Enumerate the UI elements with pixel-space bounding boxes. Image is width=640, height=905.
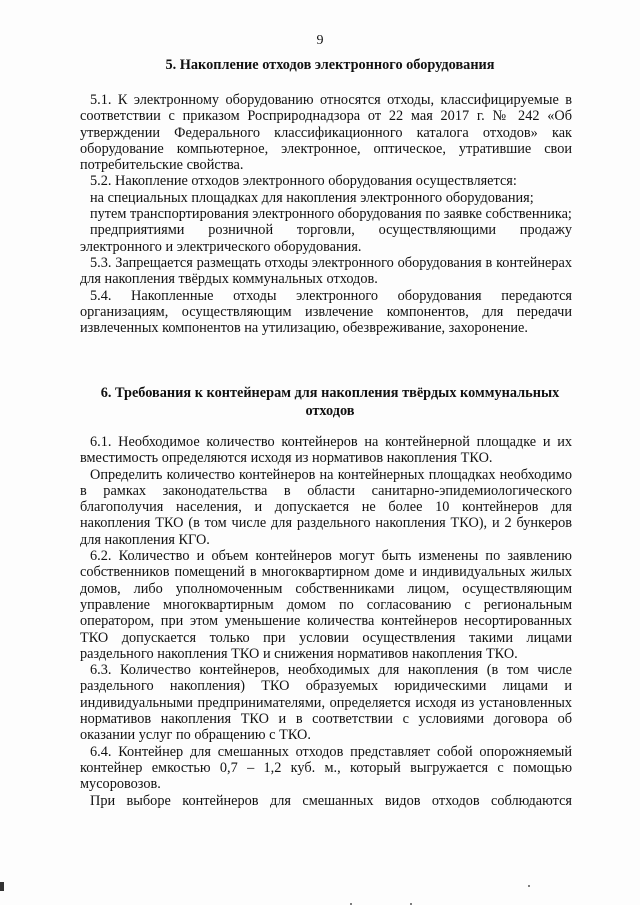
paragraph-6-1-detail: Определить количество контейнеров на контейнерных площадках необходимо в рамках законодательства в области санитарно-эпидемиологического благополучия населения, и допускается не более 10 контейнеров для накопления ТКО (в том числе для раздельного накопления ТКО), и 2 бункеров для накопления КГО. [80,466,572,548]
section-6-title [80,384,580,420]
section-6-body [80,434,572,809]
page-number: 9 [316,33,324,48]
paragraph-6-3: 6.3. Количество контейнеров, необходимых для накопления (в том числе раздельного накопления) ТКО образуемых юридическими лицами и индивидуальными предпринимателями, определяется исходя из установленных нормативов накопления ТКО и в соответствии с условиями договора об оказании услуг по обращению с ТКО. [80,662,572,744]
list-item-special-sites: на специальных площадках для накопления электронного оборудования; [90,189,534,206]
section-6-title-line-1: 6. Требования к контейнерам для накопления твёрдых коммунальных [100,385,560,401]
paragraph-6-1: 6.1. Необходимое количество контейнеров на контейнерной площадке и их вместимость определяются исходя из нормативов накопления ТКО. [80,434,572,467]
paragraph-6-4-continued: При выборе контейнеров для смешанных видов отходов соблюдаются [90,792,572,809]
section-5-body [80,92,572,336]
paragraph-6-4: 6.4. Контейнер для смешанных отходов представляет собой опорожняемый контейнер емкостью 0,7 – 1,2 куб. м., который выгружается с помощью мусоровозов. [80,743,572,793]
paragraph-5-4: 5.4. Накопленные отходы электронного оборудования передаются организациям, осуществляющим извлечение компонентов, для передачи извлеченных компонентов на утилизацию, обезвреживание, захоронение. [80,287,572,337]
paragraph-5-3: 5.3. Запрещается размещать отходы электронного оборудования в контейнерах для накопления твёрдых коммунальных отходов. [80,254,572,288]
paragraph-6-2: 6.2. Количество и объем контейнеров могут быть изменены по заявлению собственников помещений в многоквартирном доме и индивидуальных жилых домов, либо уполномоченным собственниками лицом, осуществляющим управление многоквартирным домом по согласованию с региональным оператором, при этом уменьшение количества контейнеров несортированных ТКО допускается только при условии осуществления такими лицами раздельного накопления ТКО и снижения нормативов накопления ТКО. [80,548,572,662]
paragraph-5-2: 5.2. Накопление отходов электронного оборудования осуществляется: [90,173,517,190]
scan-speck [528,885,530,887]
section-6-title-line-2: отходов [305,403,355,419]
list-item-retail: предприятиями розничной торговли, осуществляющими продажу электронного и электрического оборудования. [80,222,572,255]
paragraph-5-1: 5.1. К электронному оборудованию относятся отходы, классифицируемые в соответствии с приказом Росприроднадзора от 22 мая 2017 г. № 242 «Об утверждении Федерального классификационного каталога отходов» как оборудование компьютерное, электронное, оптическое, утратившие свои потребительские свойства. [80,92,572,174]
scan-edge-mark [0,882,4,891]
list-item-transport: путем транспортирования электронного оборудования по заявке собственника; [90,206,572,223]
section-5-title: 5. Накопление отходов электронного оборудования [165,57,495,73]
